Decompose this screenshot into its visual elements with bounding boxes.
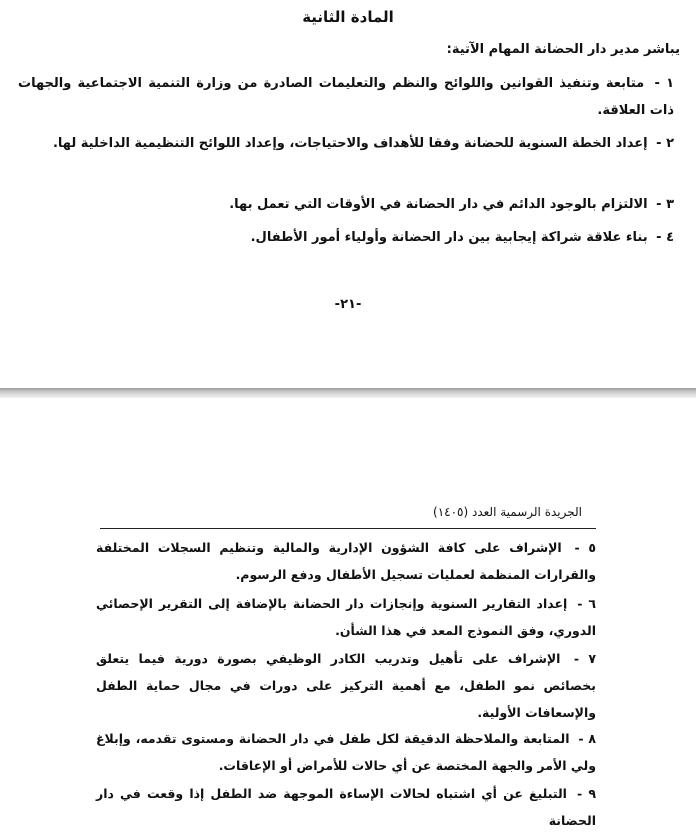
document-page-upper [0, 0, 696, 388]
list-item [96, 725, 596, 779]
item-text: الإشراف على تأهيل وتدريب الكادر الوظيفي بصورة دورية فيما يتعلق بخصائص نمو الطفل، مع أهمية التركيز على دورات في مجال حماية الطفل والإسعافات الأولية. [96, 651, 596, 720]
list-item [18, 130, 674, 157]
item-text: التبليغ عن أي اشتباه لحالات الإساءة الموجهة ضد الطفل إذا وقعت في دار الحضانة [96, 786, 596, 828]
item-text: المتابعة والملاحظة الدقيقة لكل طفل في دار الحضانة ومستوى تقدمه، وإبلاغ ولي الأمر والجهة المختصة عن أي حالات للأمراض أو الإعاقات. [96, 731, 596, 773]
item-text: إعداد الخطة السنوية للحضانة وفقا للأهداف والاحتياجات، وإعداد اللوائح التنظيمية الداخلية لها. [52, 136, 648, 151]
list-item [18, 224, 674, 251]
item-text: الإشراف على كافة الشؤون الإدارية والمالية وتنظيم السجلات المختلفة والقرارات المنظمة لعمليات تسجيل الأطفال ودفع الرسوم. [96, 540, 596, 582]
item-number: ٨ - [578, 731, 596, 746]
list-item [18, 191, 674, 218]
header-rule [100, 528, 596, 529]
item-number: ٤ - [656, 230, 674, 245]
page-separator [0, 388, 696, 398]
list-item [96, 780, 596, 834]
item-text: متابعة وتنفيذ القوانين واللوائح والنظم والتعليمات الصادرة من وزارة التنمية الاجتماعية والجهات ذات العلاقة. [18, 76, 674, 118]
item-number: ٣ - [656, 197, 674, 212]
item-number: ٧ - [573, 651, 596, 666]
item-text: إعداد التقارير السنوية وإنجازات دار الحضانة بالإضافة إلى التقرير الإحصائي الدوري، وفق النموذج المعد في هذا الشأن. [96, 596, 596, 638]
item-number: ٥ - [574, 540, 596, 555]
item-number: ٦ - [577, 596, 596, 611]
intro-paragraph: يباشر مدير دار الحضانة المهام الآتية: [446, 42, 680, 57]
list-item [96, 590, 596, 644]
item-text: الالتزام بالوجود الدائم في دار الحضانة في الأوقات التي تعمل بها. [229, 197, 648, 212]
article-title: المادة الثانية [302, 8, 394, 26]
item-number: ٢ - [656, 136, 674, 151]
item-number: ١ - [654, 76, 675, 91]
list-item [96, 645, 596, 726]
list-item [96, 534, 596, 588]
page-number: -٢١- [334, 297, 362, 312]
document-page-lower [0, 398, 696, 828]
item-text: بناء علاقة شراكة إيجابية بين دار الحضانة وأولياء أمور الأطفال. [250, 230, 648, 245]
list-item [18, 70, 674, 124]
gazette-header: الجريدة الرسمية العدد (١٤٠٥) [433, 505, 582, 519]
item-number: ٩ - [577, 786, 596, 801]
